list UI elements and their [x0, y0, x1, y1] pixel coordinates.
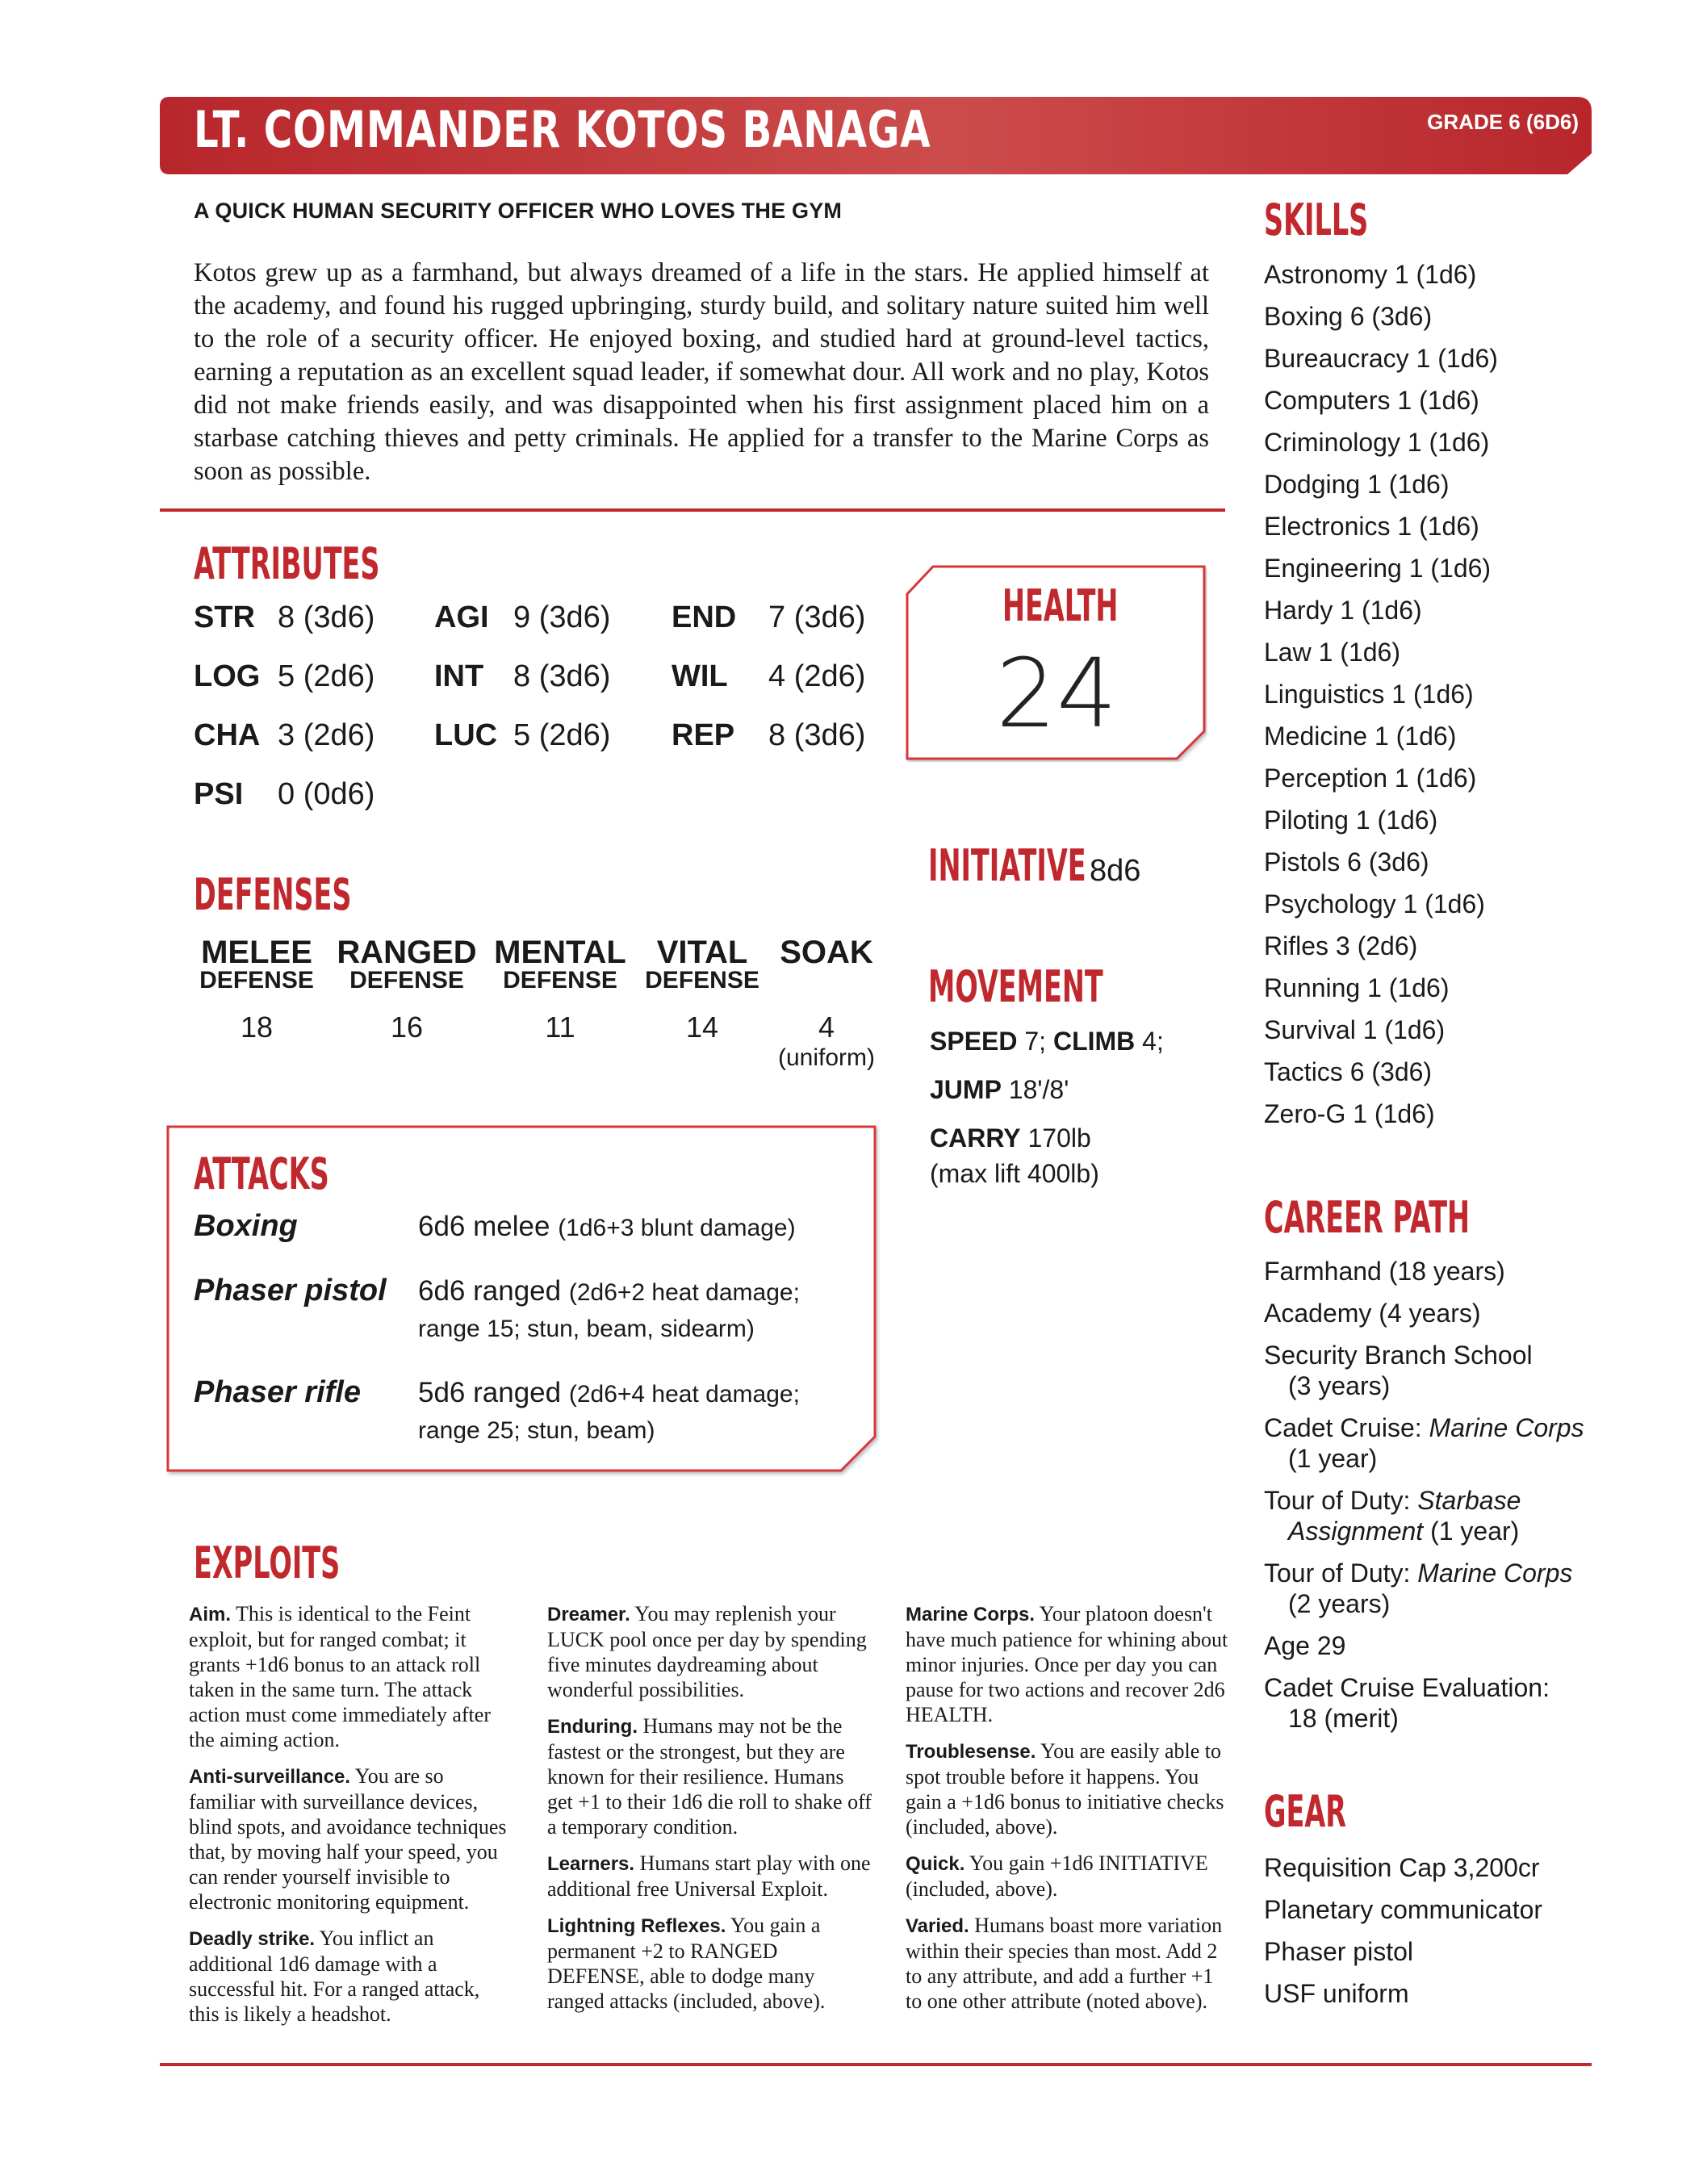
health-value: 24	[995, 638, 1118, 749]
attack-roll-phaser-pistol: 6d6 ranged (2d6+2 heat damage;	[418, 1275, 800, 1307]
skill-dodging: Dodging 1 (1d6)	[1264, 470, 1450, 499]
skill-law: Law 1 (1d6)	[1264, 638, 1400, 667]
defense-melee-label: MELEE	[201, 935, 312, 970]
gear-heading: GEAR	[1264, 1786, 1347, 1837]
initiative-heading: INITIATIVE	[928, 840, 1086, 891]
career-tour-starbase: Tour of Duty: Starbase Assignment (1 year)	[1264, 1486, 1521, 1546]
movement-heading: MOVEMENT	[928, 961, 1103, 1012]
career-list	[1264, 1256, 1619, 1734]
climb-value: 4;	[1142, 1027, 1164, 1056]
attr-key-str: STR	[194, 600, 255, 634]
exploit-learners: Learners. Humans start play with one additional free Universal Exploit.	[547, 1851, 871, 1901]
defense-ranged-label: RANGED	[337, 935, 477, 970]
movement-max-lift: (max lift 400lb)	[930, 1159, 1099, 1188]
speed-value: 7;	[1024, 1027, 1047, 1056]
career-farmhand: Farmhand (18 years)	[1264, 1257, 1505, 1286]
attack-roll-phaser-rifle: 5d6 ranged (2d6+4 heat damage;	[418, 1377, 800, 1408]
exploit-aim: Aim. This is identical to the Feint exploit, but for ranged combat; it grants +1d6 bonus to an attack roll taken in the same turn. The attack action must come immediately after the aiming action.	[189, 1602, 491, 1751]
movement-speed-climb	[930, 1027, 1164, 1056]
defense-soak-label: SOAK	[780, 935, 873, 970]
exploits-column-2	[547, 1601, 873, 2025]
movement-jump	[930, 1075, 1069, 1105]
attr-value-int: 8 (3d6)	[513, 659, 611, 693]
exploit-troublesense: Troublesense. You are easily able to spot trouble before it happens. You gain a +1d6 bonus to initiative checks (included, above).	[906, 1739, 1224, 1839]
attr-value-rep: 8 (3d6)	[768, 718, 866, 752]
skill-hardy: Hardy 1 (1d6)	[1264, 596, 1422, 625]
attack-roll-boxing: 6d6 melee (1d6+3 blunt damage)	[418, 1211, 796, 1242]
exploit-deadly-strike: Deadly strike. You inflict an additional 1d6 damage with a successful hit. For a ranged attack, this is likely a headshot.	[189, 1927, 480, 2026]
exploit-dreamer: Dreamer. You may replenish your LUCK pool once per day by spending five minutes daydreaming about wonderful possibilities.	[547, 1602, 867, 1701]
exploits-column-3	[906, 1601, 1232, 2025]
skill-electronics: Electronics 1 (1d6)	[1264, 512, 1479, 541]
skill-pistols: Pistols 6 (3d6)	[1264, 847, 1429, 877]
attr-value-log: 5 (2d6)	[278, 659, 375, 693]
skills-heading: SKILLS	[1264, 195, 1369, 245]
exploit-anti-surveillance: Anti-surveillance. You are so familiar with surveillance devices, blind spots, and avoidance techniques that, by moving half your speed, you can render yourself invisible to electronic monitoring equipment.	[189, 1764, 507, 1914]
skill-psychology: Psychology 1 (1d6)	[1264, 889, 1485, 918]
exploits-heading: EXPLOITS	[194, 1538, 341, 1588]
skill-survival: Survival 1 (1d6)	[1264, 1015, 1446, 1044]
attributes-heading: ATTRIBUTES	[194, 538, 380, 589]
character-description: Kotos grew up as a farmhand, but always dreamed of a life in the stars. He applied himself at the academy, and found his rugged upbringing, sturdy build, and solitary nature suited him well to the role of a security officer. He enjoyed boxing, and studied hard at ground-level tactics, earning a reputation as an excellent squad leader, if somewhat dour. All work and no play, Kotos did not make friends easily, and was disappointed when his first assignment placed him on a starbase catching thieves and petty criminals. He applied for a transfer to the Marine Corps as soon as possible.	[194, 258, 1209, 486]
attr-value-end: 7 (3d6)	[768, 600, 866, 634]
skill-engineering: Engineering 1 (1d6)	[1264, 554, 1492, 583]
skill-astronomy: Astronomy 1 (1d6)	[1264, 260, 1477, 289]
exploit-quick: Quick. You gain +1d6 INITIATIVE (included, above).	[906, 1851, 1208, 1901]
attr-value-str: 8 (3d6)	[278, 600, 375, 634]
attr-key-agi: AGI	[434, 600, 489, 634]
defense-ranged-sub: DEFENSE	[349, 967, 464, 994]
defenses-heading: DEFENSES	[194, 869, 352, 920]
defense-vital-value: 14	[685, 1010, 719, 1044]
footer-divider	[160, 2063, 1592, 2066]
character-name: LT. COMMANDER KOTOS BANAGA	[194, 100, 931, 159]
movement-carry	[930, 1123, 1091, 1153]
career-heading: CAREER PATH	[1264, 1192, 1471, 1243]
skill-boxing: Boxing 6 (3d6)	[1264, 302, 1433, 331]
career-cadet-cruise: Cadet Cruise: Marine Corps (1 year)	[1264, 1413, 1584, 1473]
exploit-enduring: Enduring. Humans may not be the fastest or the strongest, but they are known for their resilience. Humans get +1 to their 1d6 die roll to shake off a temporary condition.	[547, 1714, 872, 1839]
skill-tactics: Tactics 6 (3d6)	[1264, 1057, 1433, 1086]
skill-piloting: Piloting 1 (1d6)	[1264, 805, 1438, 835]
attack-name-boxing: Boxing	[194, 1209, 298, 1243]
attr-key-end: END	[672, 600, 737, 634]
defense-ranged-value: 16	[390, 1010, 424, 1044]
attr-key-int: INT	[434, 659, 484, 693]
skill-bureaucracy: Bureaucracy 1 (1d6)	[1264, 344, 1498, 373]
climb-label: CLIMB	[1052, 1027, 1136, 1056]
exploits-column-1	[189, 1601, 515, 2038]
exploit-varied: Varied. Humans boast more variation within their species than most. Add 2 to any attribute, and add a further +1 to one other attribute (noted above).	[906, 1914, 1223, 2013]
attr-value-agi: 9 (3d6)	[513, 600, 611, 634]
carry-value: 170lb	[1027, 1123, 1091, 1153]
skill-zero-g: Zero-G 1 (1d6)	[1264, 1099, 1435, 1128]
defense-soak-value: 4	[818, 1010, 835, 1044]
carry-label: CARRY	[930, 1123, 1021, 1153]
speed-label: SPEED	[930, 1027, 1018, 1056]
career-age: Age 29	[1264, 1631, 1346, 1660]
career-tour-marine: Tour of Duty: Marine Corps (2 years)	[1264, 1559, 1573, 1618]
attr-key-wil: WIL	[672, 659, 728, 693]
defense-mental-sub: DEFENSE	[503, 967, 617, 994]
exploit-lightning-reflexes: Lightning Reflexes. You gain a permanent +2 to RANGED DEFENSE, able to dodge many ranged attacks (included, above).	[547, 1914, 826, 2013]
gear-uniform: USF uniform	[1264, 1979, 1409, 2008]
attr-value-luc: 5 (2d6)	[513, 718, 611, 752]
attr-key-rep: REP	[672, 718, 735, 752]
career-academy: Academy (4 years)	[1264, 1299, 1481, 1328]
skill-rifles: Rifles 3 (2d6)	[1264, 931, 1418, 960]
attr-key-log: LOG	[194, 659, 261, 693]
skill-criminology: Criminology 1 (1d6)	[1264, 428, 1490, 457]
defense-vital-sub: DEFENSE	[645, 967, 759, 994]
initiative-value: 8d6	[1090, 854, 1141, 888]
jump-label: JUMP	[930, 1075, 1002, 1104]
character-grade: GRADE 6 (6D6)	[1427, 110, 1579, 134]
character-tagline: A QUICK HUMAN SECURITY OFFICER WHO LOVES THE GYM	[194, 199, 843, 223]
skill-medicine: Medicine 1 (1d6)	[1264, 722, 1457, 751]
gear-communicator: Planetary communicator	[1264, 1895, 1543, 1924]
defense-melee-value: 18	[240, 1010, 274, 1044]
skill-running: Running 1 (1d6)	[1264, 973, 1450, 1002]
attack-detail-phaser-pistol: range 15; stun, beam, sidearm)	[418, 1316, 755, 1342]
defense-mental-label: MENTAL	[494, 935, 626, 970]
career-evaluation: Cadet Cruise Evaluation: 18 (merit)	[1264, 1673, 1550, 1733]
gear-requisition-cap: Requisition Cap 3,200cr	[1264, 1853, 1540, 1882]
career-security-school: Security Branch School (3 years)	[1264, 1341, 1533, 1400]
skill-computers: Computers 1 (1d6)	[1264, 386, 1479, 415]
defense-soak-note: (uniform)	[777, 1044, 875, 1071]
exploit-marine-corps: Marine Corps. Your platoon doesn't have much patience for whining about minor injuries. Once per day you can pause for two actions and recover 2d6 HEALTH.	[906, 1602, 1228, 1726]
attr-value-wil: 4 (2d6)	[768, 659, 866, 693]
skill-perception: Perception 1 (1d6)	[1264, 764, 1477, 793]
section-divider	[160, 508, 1225, 512]
attack-name-phaser-pistol: Phaser pistol	[194, 1274, 387, 1307]
attack-name-phaser-rifle: Phaser rifle	[194, 1375, 361, 1409]
gear-phaser-pistol: Phaser pistol	[1264, 1937, 1413, 1966]
attr-key-luc: LUC	[434, 718, 498, 752]
attr-key-cha: CHA	[194, 718, 261, 752]
attr-key-psi: PSI	[194, 777, 244, 811]
attr-value-psi: 0 (0d6)	[278, 777, 375, 811]
attack-detail-phaser-rifle: range 25; stun, beam)	[418, 1417, 655, 1444]
attacks-heading: ATTACKS	[194, 1148, 329, 1199]
defense-melee-sub: DEFENSE	[199, 967, 314, 994]
skill-linguistics: Linguistics 1 (1d6)	[1264, 680, 1474, 709]
attr-value-cha: 3 (2d6)	[278, 718, 375, 752]
defense-mental-value: 11	[545, 1010, 575, 1044]
jump-value: 18'/8'	[1008, 1075, 1069, 1104]
defense-vital-label: VITAL	[656, 935, 748, 970]
health-heading: HEALTH	[1002, 580, 1119, 631]
